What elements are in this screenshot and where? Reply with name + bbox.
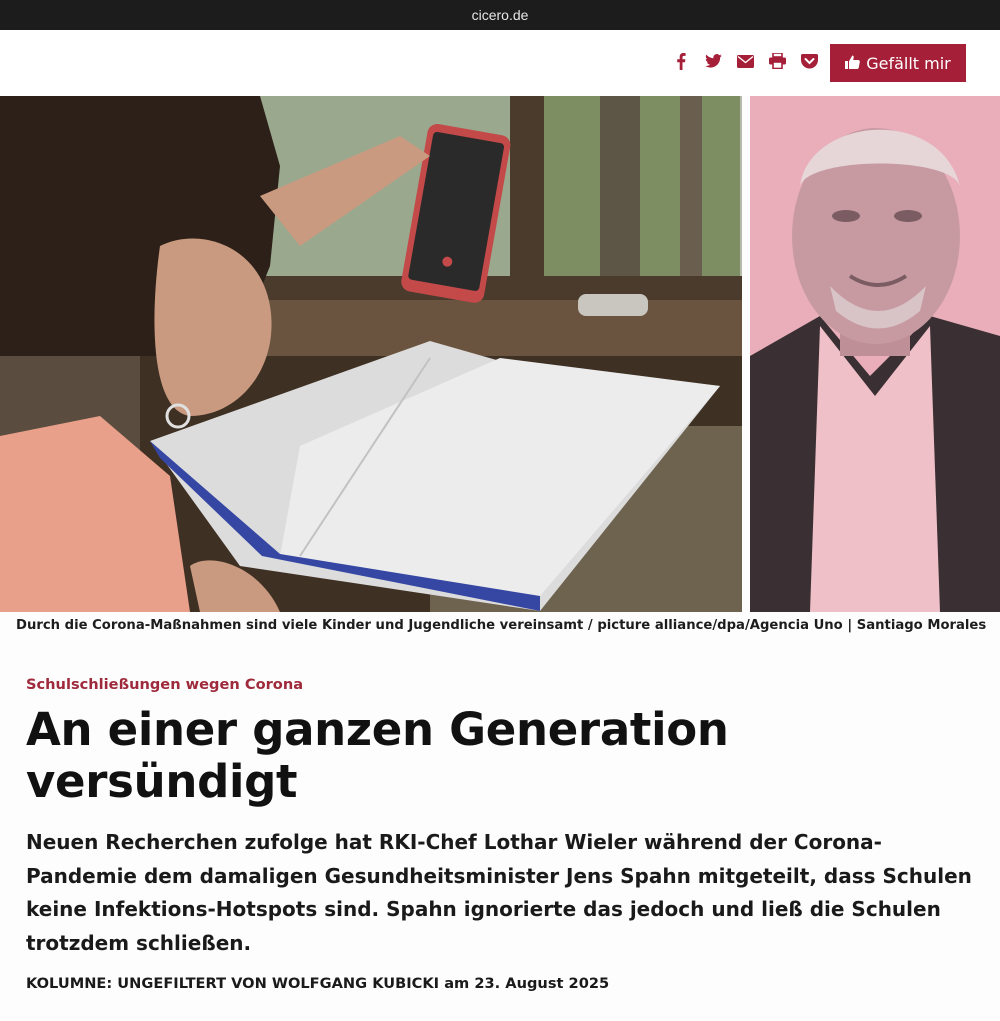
twitter-icon[interactable] [704, 52, 722, 70]
article-lead: Neuen Recherchen zufolge hat RKI-Chef Lothar Wieler während der Corona-Pandemie dem damaligen Gesundheitsminister Jens Spahn mitgeteilt, dass Schulen keine Infektions-Hotspots sind. Spahn ignorierte das jedoch und ließ die Schulen trotzdem schließen. [26, 830, 972, 955]
like-button[interactable] [830, 44, 966, 82]
browser-address-bar[interactable] [0, 0, 1000, 30]
facebook-icon[interactable] [672, 52, 690, 70]
hero-images [0, 96, 1000, 612]
byline-author[interactable]: KOLUMNE: UNGEFILTERT VON WOLFGANG KUBICKI [26, 975, 440, 992]
print-icon[interactable] [768, 52, 786, 70]
article-photo-girl-with-phone [0, 96, 742, 612]
pocket-icon[interactable] [800, 52, 818, 70]
like-button-label: Gefällt mir [866, 53, 951, 73]
author-portrait-photo [750, 96, 1000, 612]
article-byline [26, 975, 609, 992]
thumbs-up-icon [845, 54, 860, 73]
image-caption: Durch die Corona-Maßnahmen sind viele Kinder und Jugendliche vereinsamt / picture alliance/dpa/Agencia Uno | Santiago Morales [16, 618, 987, 633]
article-kicker[interactable]: Schulschließungen wegen Corona [26, 676, 304, 693]
article-title: An einer ganzen Generation versündigt [26, 703, 729, 808]
share-toolbar [0, 30, 1000, 96]
email-icon[interactable] [736, 52, 754, 70]
url-text: cicero.de [471, 7, 529, 23]
byline-date-prefix: am [444, 975, 470, 992]
publish-date: 23. August 2025 [474, 975, 610, 992]
